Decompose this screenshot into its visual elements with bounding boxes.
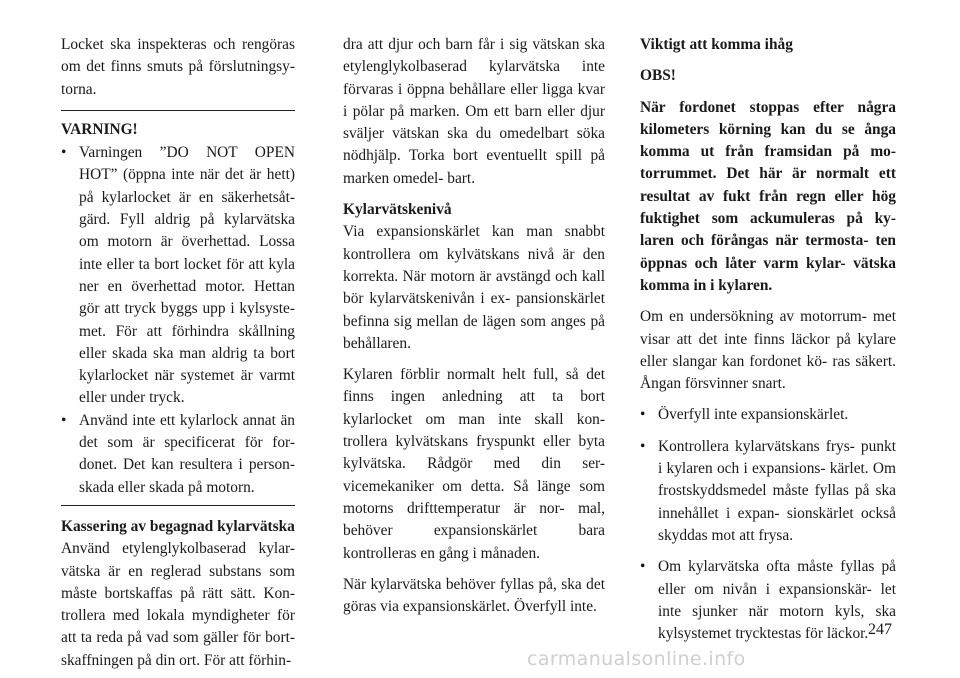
warning-item: • Använd inte ett kylarlock annat än det som är specificerat för for- donet. Det kan resultera i person- skada eller skada på motorn. [61, 411, 295, 496]
refill-paragraph: När kylarvätska behöver fyllas på, ska det göras via expansionskärlet. Överfyll inte. [343, 575, 605, 616]
radiator-full-paragraph: Kylaren förblir normalt helt full, så det finns ingen anledning att ta bort kylarlocket om man inte skall kon- trollera kylvätskans fryspunkt eller byta kylvätska. Rådgör med din ser- vicemekaniker om detta. Så länge som motorns drifttemperatur är nor- mal, behöver expansionskärlet bara kontrolleras en gång i månaden. [343, 366, 605, 562]
continuation-paragraph: dra att djur och barn får i sig vätskan ska etylenglykolbaserad kylarvätska inte förvaras i öppna behållare eller ligga kvar i pölar på marken. Om ett barn eller djur sväljer vätskan ska du omedelbart söka nödhjälp. Torka bort eventuellt spill på marken omedel- bart. [343, 36, 605, 187]
obs-label: OBS! [640, 67, 676, 85]
column-middle [343, 34, 605, 627]
warning-title: VARNING! [61, 120, 138, 138]
watermark: carmanualsonline.info [527, 648, 746, 670]
tips-item: • Överfyll inte expansionskärlet. [640, 404, 896, 426]
warning-item: • Varningen ”DO NOT OPEN HOT” (öppna inte när det är hett) på kylarlocket är en säkerhetsåt- gärd. Fyll aldrig på kylarvätska om motorn är överhettad. Lossa inte eller ta bort locket för att kyla ner en överhettad motor. Hettan gör att tryck byggs upp i kylsyste- met. För att förhindra skållning eller skada ska man aldrig ta bort kylarlocket när systemet är varmt eller under tryck. [61, 144, 295, 407]
warning-box [61, 110, 295, 506]
warning-list [61, 142, 295, 499]
tips-list [640, 404, 896, 645]
disposal-paragraph: Använd etylenglykolbaserad kylar- vätska är en reglerad substans som måste bortskaffas på rätt sätt. Kon- trollera med lokala myndigheter för att ta reda på vad som gäller för bort- skaffningen på din ort. För att förhin- [61, 540, 295, 669]
tips-item: • Kontrollera kylarvätskans frys- punkt i kylaren och i expansions- kärlet. Om frostskyddsmedel måste fyllas på ska innehållet i expan- sionskärlet också skyddas mot att frysa. [640, 437, 896, 544]
bullet-icon: • [61, 144, 67, 162]
page-number: 247 [868, 621, 892, 638]
column-right [640, 34, 896, 654]
bullet-icon: • [640, 558, 646, 576]
column-left [61, 34, 295, 672]
intro-paragraph: Locket ska inspekteras och rengöras om det finns smuts på förslutningsy- torna. [61, 36, 295, 98]
remember-heading: Viktigt att komma ihåg [640, 36, 793, 53]
disposal-heading: Kassering av begagnad kylarvätska [61, 517, 295, 535]
coolant-level-paragraph: Via expansionskärlet kan man snabbt kontrollera om kylvätskans nivå är den korrekta. När motorn är avstängd och kall bör kylarvätskenivån i ex- pansionskärlet befinna sig mellan de lägen som anges på behållaren. [343, 223, 605, 352]
coolant-level-heading: Kylarvätskenivå [343, 201, 452, 219]
bullet-icon: • [61, 411, 67, 429]
tips-item: • Om kylarvätska ofta måste fyllas på eller om nivån i expansionskär- let inte sjunker när motorn kyls, ska kylsystemet trycktestas för läckor. [640, 558, 896, 643]
inspection-paragraph: Om en undersökning av motorrum- met visar att det inte finns läckor på kylare eller slangar kan fordonet kö- ras säkert. Ångan försvinner snart. [640, 308, 896, 393]
steam-note-paragraph: När fordonet stoppas efter några kilometers körning kan du se ånga komma ut från framsidan på mo- torrummet. Det här är normalt ett resultat av fukt från regn eller hög fuktighet som ackumuleras på ky- laren och förångas när termosta- ten öppnas och låter varm kylar- vätska komma in i kylaren. [640, 98, 896, 294]
bullet-icon: • [640, 406, 646, 424]
bullet-icon: • [640, 437, 646, 455]
